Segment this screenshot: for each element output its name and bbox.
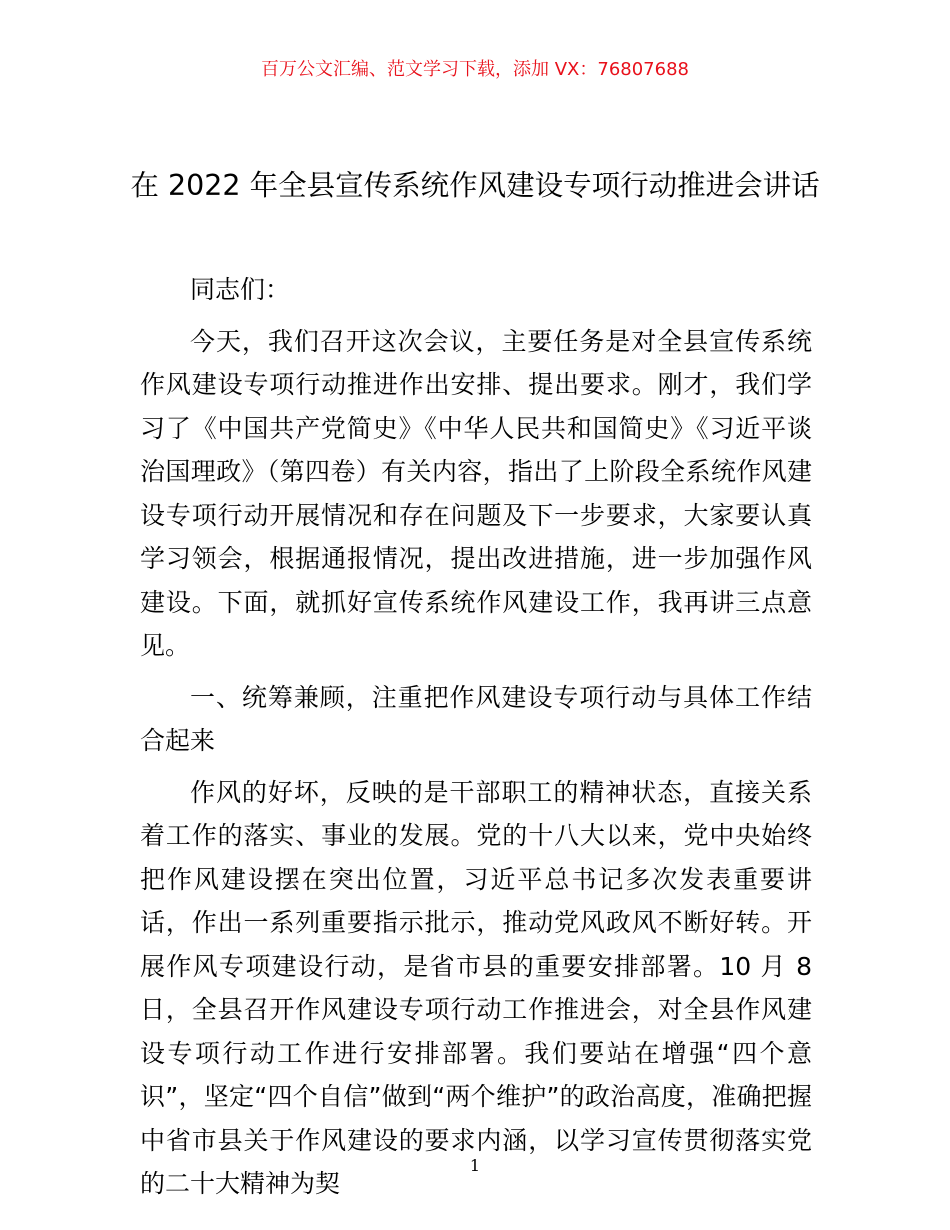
section-heading-1: 一、统筹兼顾，注重把作风建设专项行动与具体工作结合起来 [140,682,812,755]
document-body [140,268,812,1214]
salutation: 同志们： [190,275,291,304]
paragraph-section-1: 作风的好坏，反映的是干部职工的精神状态，直接关系着工作的落实、事业的发展。党的十八大以来，党中央始终把作风建设摆在突出位置，习近平总书记多次发表重要讲话，作出一系列重要指示批示，推动党风政风不断好转。开展作风专项建设行动，是省市县的重要安排部署。10 月 8 日，全县召开作风建设专项行动工作推进会，对全县作风建设专项行动工作进行安排部署。我们要站在增强“四个意识”，坚定“四个自信”做到“两个维护”的政治高度，准确把握中省市县关于作风建设的要求内涵，以学习宣传贯彻落实党的二十大精神为契 [140,777,812,1198]
document-title: 在 2022 年全县宣传系统作风建设专项行动推进会讲话 [130,169,820,202]
paragraph-intro: 今天，我们召开这次会议，主要任务是对全县宣传系统作风建设专项行动推进作出安排、提出要求。刚才，我们学习了《中国共产党简史》《中华人民共和国简史》《习近平谈治国理政》（第四卷）有关内容，指出了上阶段全系统作风建设专项行动开展情况和存在问题及下一步要求，大家要认真学习领会，根据通报情况，提出改进措施，进一步加强作风建设。下面，就抓好宣传系统作风建设工作，我再讲三点意见。 [140,326,812,660]
header-watermark: 百万公文汇编、范文学习下载，添加 VX：76807688 [261,59,689,80]
page-number: 1 [469,1156,481,1175]
